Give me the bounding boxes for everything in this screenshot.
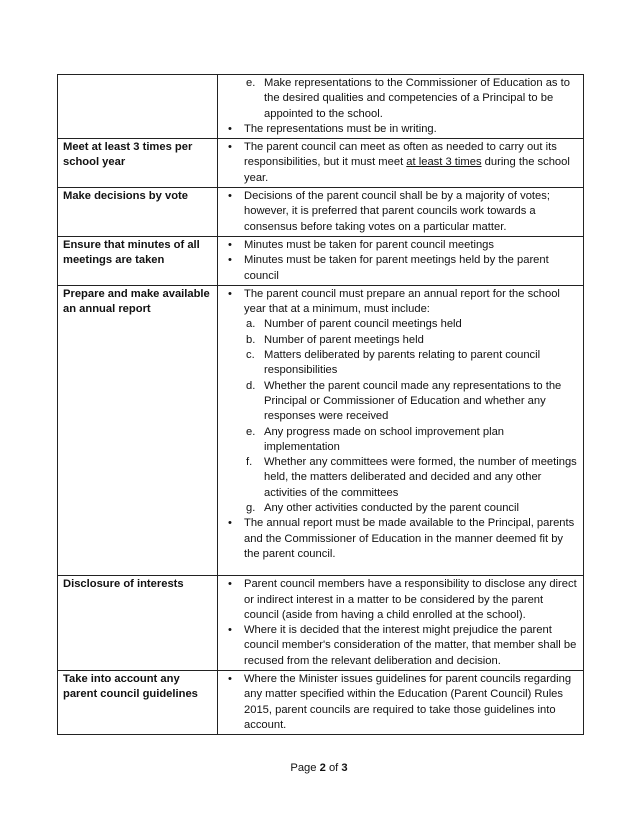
list-item (244, 333, 577, 348)
list-item-text: The parent council must prepare an annual report for the school year that at a minimum, must include: (244, 287, 560, 316)
page-number-prefix: Page (290, 762, 320, 774)
list-marker: e. (246, 77, 256, 89)
bullet-list (222, 122, 577, 137)
list-item (244, 379, 577, 425)
row-label: Ensure that minutes of all meetings are taken (58, 236, 218, 285)
list-item-text: Whether the parent council made any representations to the Principal or Commissioner of Education and whether any responses were received (264, 379, 562, 423)
bullet-list (222, 577, 577, 669)
bullet-list (222, 189, 577, 235)
sub-list (222, 76, 577, 122)
list-item-text: Make representations to the Commissioner of Education as to the desired qualities and competencies of a Principal to be appointed to the school. (264, 77, 570, 120)
list-marker: a. (246, 318, 256, 331)
list-item (244, 501, 577, 516)
table-row (58, 670, 584, 734)
list-item (222, 140, 577, 186)
bullet-list (222, 287, 577, 562)
list-item (244, 425, 577, 456)
list-marker: g. (246, 502, 256, 515)
list-item (222, 122, 577, 137)
table-row (58, 285, 584, 575)
list-item (222, 577, 577, 623)
list-item-text: The representations must be in writing. (244, 122, 437, 135)
bullet-marker: • (228, 672, 232, 685)
list-item (244, 317, 577, 332)
list-item (222, 287, 577, 516)
bullet-list (222, 238, 577, 284)
row-label (58, 75, 218, 139)
row-content (218, 236, 584, 285)
list-item-text: The annual report must be made available to the Principal, parents and the Commissioner of Education in the manner deemed fit by the parent council. (244, 517, 575, 560)
row-label: Meet at least 3 times per school year (58, 139, 218, 188)
list-item-text: during the school year. (244, 156, 570, 184)
bullet-marker: • (228, 238, 232, 251)
list-item-text: Minutes must be taken for parent meetings held by the parent council (244, 254, 549, 282)
list-item-text: Where the Minister issues guidelines for parent councils regarding any matter specified within the Education (Parent Council) Rules 2015, parent councils are required to take those guidelines into account. (244, 672, 572, 731)
list-item (222, 238, 577, 253)
table-row (58, 139, 584, 188)
list-marker: e. (246, 425, 256, 438)
list-item (222, 672, 577, 733)
list-marker: d. (246, 379, 256, 392)
bullet-marker: • (228, 517, 232, 530)
bullet-list (222, 140, 577, 186)
list-item-text: Whether any committees were formed, the number of meetings held, the matters deliberated and decided and any other activities of the committees (264, 456, 577, 499)
list-item-text: Where it is decided that the interest might prejudice the parent council member's consideration of the matter, that member shall be recused from the relevant deliberation and decision. (244, 624, 577, 667)
table-row (58, 188, 584, 237)
list-item (244, 348, 577, 379)
page-number-total: 3 (341, 762, 348, 774)
row-content (218, 670, 584, 734)
table-row (58, 236, 584, 285)
list-item-text: Parent council members have a responsibility to disclose any direct or indirect interest in a matter to be considered by the parent council (aside from having a child enrolled at the school). (244, 578, 577, 621)
page-footer (0, 762, 638, 774)
list-item (222, 253, 577, 284)
bullet-marker: • (228, 190, 232, 203)
page-number-middle: of (325, 762, 342, 774)
bullet-marker: • (228, 141, 232, 154)
page-number-current: 2 (319, 762, 326, 774)
list-marker: b. (246, 333, 256, 346)
row-label: Prepare and make available an annual report (58, 285, 218, 575)
list-item-text: Matters deliberated by parents relating to parent council responsibilities (264, 349, 541, 377)
list-item (244, 455, 577, 501)
list-item-text: Any other activities conducted by the parent council (264, 502, 519, 515)
list-item (244, 76, 577, 122)
row-content (218, 75, 584, 139)
bullet-marker: • (228, 578, 232, 591)
row-label: Disclosure of interests (58, 576, 218, 671)
table-row (58, 576, 584, 671)
row-content (218, 188, 584, 237)
table-row (58, 75, 584, 139)
list-marker: f. (246, 456, 253, 469)
row-label: Make decisions by vote (58, 188, 218, 237)
bullet-marker: • (228, 624, 232, 637)
row-content (218, 139, 584, 188)
list-item-text: Number of parent council meetings held (264, 318, 462, 331)
bullet-marker: • (228, 287, 232, 300)
bullet-marker: • (228, 254, 232, 267)
list-marker: c. (246, 349, 255, 362)
list-item-text: Decisions of the parent council shall be by a majority of votes; however, it is preferred that parent councils work towards a consensus before taking votes on a particular matter. (244, 190, 550, 233)
bullet-list (222, 672, 577, 733)
list-item-text: Number of parent meetings held (264, 333, 424, 346)
row-label: Take into account any parent council guidelines (58, 670, 218, 734)
underlined-text: at least 3 times (406, 156, 482, 169)
bullet-marker: • (228, 122, 232, 135)
sub-list (244, 317, 577, 516)
list-item (222, 516, 577, 562)
row-content (218, 576, 584, 671)
list-item-text: Minutes must be taken for parent council meetings (244, 238, 494, 251)
list-item-text: The parent council can meet as often as needed to carry out its responsibilities, but it must meet (244, 141, 557, 169)
parent-council-rules-table (57, 74, 584, 735)
list-item-text: Any progress made on school improvement plan implementation (264, 425, 505, 453)
row-content (218, 285, 584, 575)
list-item (222, 623, 577, 669)
list-item (222, 189, 577, 235)
